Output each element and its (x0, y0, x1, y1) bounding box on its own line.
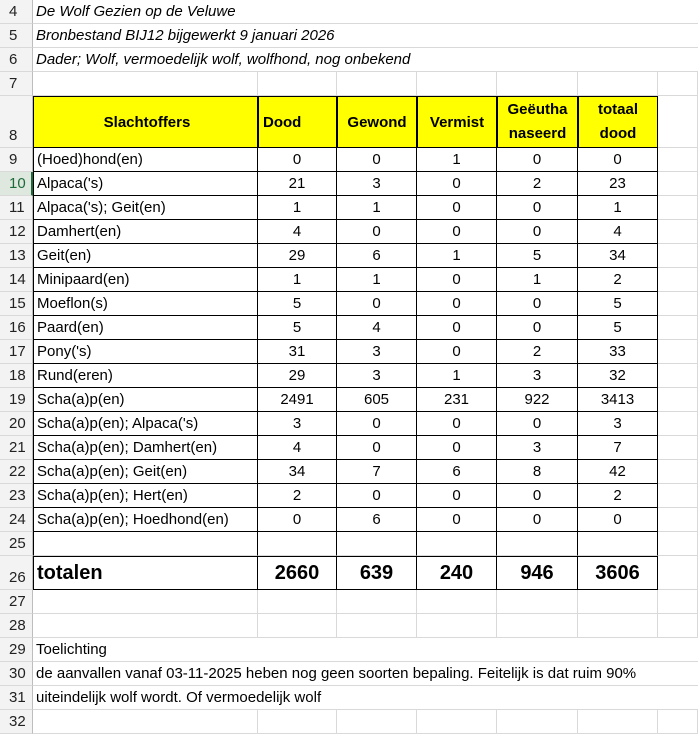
empty-cell[interactable] (337, 72, 417, 96)
row-header[interactable]: 4 (0, 0, 33, 24)
row-header[interactable]: 9 (0, 148, 33, 172)
sheet-row (0, 196, 698, 220)
header-dood[interactable]: Dood (258, 96, 337, 148)
value-euth[interactable]: 0 (497, 220, 578, 244)
sheet-row (0, 292, 698, 316)
empty-cell[interactable] (578, 72, 658, 96)
empty-cell[interactable] (578, 710, 658, 734)
row-header[interactable]: 25 (0, 532, 33, 556)
sheet-row (0, 556, 698, 590)
victim-name[interactable]: Minipaard(en) (33, 268, 258, 292)
value-euth[interactable]: 3 (497, 364, 578, 388)
value-gewond[interactable]: 605 (337, 388, 417, 412)
value-dood[interactable]: 0 (258, 148, 337, 172)
empty-cell[interactable] (658, 710, 698, 734)
value-gewond[interactable]: 6 (337, 508, 417, 532)
value-euth[interactable]: 0 (497, 148, 578, 172)
value-vermist[interactable]: 0 (417, 196, 497, 220)
value-euth[interactable]: 0 (497, 484, 578, 508)
row-header[interactable]: 14 (0, 268, 33, 292)
row-header[interactable]: 20 (0, 412, 33, 436)
empty-cell[interactable] (497, 590, 578, 614)
value-totaal[interactable]: 2 (578, 484, 658, 508)
value-dood[interactable]: 4 (258, 436, 337, 460)
victim-name[interactable]: Scha(a)p(en); Damhert(en) (33, 436, 258, 460)
empty-cell[interactable] (497, 710, 578, 734)
value-dood[interactable]: 2491 (258, 388, 337, 412)
value-totaal[interactable]: 3606 (578, 556, 658, 590)
value-vermist[interactable]: 231 (417, 388, 497, 412)
value-vermist[interactable]: 0 (417, 220, 497, 244)
value-totaal[interactable]: 0 (578, 148, 658, 172)
row-header[interactable]: 8 (0, 96, 33, 148)
header-geeuthanaseerd[interactable] (497, 96, 578, 148)
sheet-row (0, 340, 698, 364)
value-vermist[interactable]: 0 (417, 508, 497, 532)
value-euth[interactable]: 0 (497, 316, 578, 340)
row-header[interactable]: 6 (0, 48, 33, 72)
sheet-row (0, 316, 698, 340)
row-header[interactable]: 22 (0, 460, 33, 484)
value-euth[interactable]: 0 (497, 412, 578, 436)
value-vermist[interactable]: 0 (417, 436, 497, 460)
row-header[interactable]: 16 (0, 316, 33, 340)
empty-cell[interactable] (658, 72, 698, 96)
victim-name[interactable]: Scha(a)p(en); Hoedhond(en) (33, 508, 258, 532)
header-gewond[interactable]: Gewond (337, 96, 417, 148)
empty-cell[interactable] (658, 556, 698, 590)
value-euth[interactable]: 2 (497, 340, 578, 364)
empty-cell[interactable] (578, 614, 658, 638)
victim-name[interactable]: Scha(a)p(en) (33, 388, 258, 412)
sheet-row (0, 72, 698, 96)
value-dood[interactable]: 29 (258, 244, 337, 268)
sheet-row (0, 710, 698, 734)
victim-name[interactable]: Paard(en) (33, 316, 258, 340)
row-header[interactable]: 11 (0, 196, 33, 220)
row-header[interactable]: 15 (0, 292, 33, 316)
empty-cell[interactable] (417, 614, 497, 638)
value-totaal[interactable]: 0 (578, 508, 658, 532)
header-line: naseerd (508, 125, 567, 142)
value-vermist[interactable]: 6 (417, 460, 497, 484)
row-header[interactable]: 28 (0, 614, 33, 638)
value-gewond[interactable]: 0 (337, 148, 417, 172)
value-totaal[interactable]: 5 (578, 292, 658, 316)
empty-cell[interactable] (658, 172, 698, 196)
value-gewond[interactable]: 0 (337, 292, 417, 316)
value-totaal[interactable]: 4 (578, 220, 658, 244)
value-gewond[interactable]: 639 (337, 556, 417, 590)
value-gewond[interactable]: 3 (337, 340, 417, 364)
empty-cell[interactable] (658, 412, 698, 436)
empty-cell[interactable] (658, 316, 698, 340)
value-vermist[interactable]: 0 (417, 268, 497, 292)
value-totaal[interactable]: 2 (578, 268, 658, 292)
header-line: dood (599, 125, 637, 142)
row-header[interactable]: 7 (0, 72, 33, 96)
note-cell[interactable]: Dader; Wolf, vermoedelijk wolf, wolfhond, nog onbekend (33, 48, 698, 72)
empty-cell[interactable] (337, 614, 417, 638)
value-euth[interactable]: 0 (497, 508, 578, 532)
empty-cell[interactable] (337, 710, 417, 734)
victim-name[interactable]: Damhert(en) (33, 220, 258, 244)
sheet-row (0, 96, 698, 148)
note-cell[interactable]: uiteindelijk wolf wordt. Of vermoedelijk wolf (33, 686, 698, 710)
empty-cell[interactable] (258, 590, 337, 614)
sheet-row (0, 614, 698, 638)
empty-cell[interactable] (658, 484, 698, 508)
empty-cell[interactable] (337, 590, 417, 614)
note-cell[interactable]: Bronbestand BIJ12 bijgewerkt 9 januari 2026 (33, 24, 698, 48)
value-vermist[interactable]: 0 (417, 484, 497, 508)
row-header[interactable]: 13 (0, 244, 33, 268)
value-gewond[interactable]: 0 (337, 484, 417, 508)
value-dood[interactable]: 3 (258, 412, 337, 436)
empty-cell[interactable] (497, 72, 578, 96)
value-dood[interactable]: 31 (258, 340, 337, 364)
header-line: totaal (597, 101, 638, 118)
header-slachtoffers[interactable]: Slachtoffers (33, 96, 258, 148)
row-header[interactable]: 19 (0, 388, 33, 412)
sheet-row (0, 0, 698, 24)
value-euth[interactable]: 0 (497, 292, 578, 316)
value-dood[interactable]: 5 (258, 316, 337, 340)
value-totaal[interactable]: 3413 (578, 388, 658, 412)
row-header[interactable]: 23 (0, 484, 33, 508)
value-dood[interactable]: 34 (258, 460, 337, 484)
sheet-row (0, 364, 698, 388)
sheet-row (0, 24, 698, 48)
victim-name[interactable]: Scha(a)p(en); Alpaca('s) (33, 412, 258, 436)
value-totaal[interactable]: 33 (578, 340, 658, 364)
value-dood[interactable]: 4 (258, 220, 337, 244)
sheet-row (0, 436, 698, 460)
value-gewond[interactable]: 3 (337, 364, 417, 388)
value-euth[interactable]: 5 (497, 244, 578, 268)
empty-cell[interactable] (417, 710, 497, 734)
value-dood[interactable]: 1 (258, 268, 337, 292)
value-gewond[interactable]: 0 (337, 412, 417, 436)
value-vermist[interactable]: 0 (417, 292, 497, 316)
value-vermist[interactable]: 0 (417, 172, 497, 196)
sheet-row (0, 388, 698, 412)
row-header[interactable]: 27 (0, 590, 33, 614)
value-gewond[interactable]: 0 (337, 220, 417, 244)
sheet-row (0, 412, 698, 436)
header-line: Geëutha (507, 101, 568, 118)
sheet-row (0, 532, 698, 556)
value-vermist[interactable]: 0 (417, 340, 497, 364)
empty-cell[interactable] (658, 196, 698, 220)
value-vermist[interactable]: 0 (417, 316, 497, 340)
value-vermist[interactable]: 1 (417, 244, 497, 268)
value-euth[interactable]: 2 (497, 172, 578, 196)
row-header[interactable]: 5 (0, 24, 33, 48)
value-totaal[interactable]: 5 (578, 316, 658, 340)
row-header[interactable]: 18 (0, 364, 33, 388)
empty-cell[interactable] (417, 72, 497, 96)
value-dood[interactable]: 21 (258, 172, 337, 196)
value-totaal[interactable]: 32 (578, 364, 658, 388)
empty-cell[interactable] (258, 710, 337, 734)
victim-name[interactable]: Scha(a)p(en); Geit(en) (33, 460, 258, 484)
value-totaal[interactable]: 3 (578, 412, 658, 436)
value-dood[interactable]: 1 (258, 196, 337, 220)
row-header[interactable]: 31 (0, 686, 33, 710)
value-euth[interactable]: 3 (497, 436, 578, 460)
empty-cell[interactable] (337, 532, 417, 556)
empty-cell[interactable] (658, 96, 698, 148)
row-header[interactable]: 21 (0, 436, 33, 460)
value-euth[interactable]: 0 (497, 196, 578, 220)
empty-cell[interactable] (578, 532, 658, 556)
empty-cell[interactable] (658, 614, 698, 638)
sheet-row (0, 662, 698, 686)
empty-cell[interactable] (417, 532, 497, 556)
value-totaal[interactable]: 7 (578, 436, 658, 460)
empty-cell[interactable] (33, 590, 258, 614)
value-totaal[interactable]: 34 (578, 244, 658, 268)
empty-cell[interactable] (658, 268, 698, 292)
value-gewond[interactable]: 7 (337, 460, 417, 484)
empty-cell[interactable] (658, 508, 698, 532)
empty-cell[interactable] (33, 72, 258, 96)
row-header[interactable]: 32 (0, 710, 33, 734)
value-vermist[interactable]: 0 (417, 412, 497, 436)
empty-cell[interactable] (417, 590, 497, 614)
value-dood[interactable]: 5 (258, 292, 337, 316)
empty-cell[interactable] (33, 614, 258, 638)
row-header[interactable]: 17 (0, 340, 33, 364)
empty-cell[interactable] (658, 460, 698, 484)
empty-cell[interactable] (258, 614, 337, 638)
empty-cell[interactable] (658, 590, 698, 614)
row-header[interactable]: 24 (0, 508, 33, 532)
empty-cell[interactable] (658, 220, 698, 244)
sheet-row (0, 460, 698, 484)
empty-cell[interactable] (578, 590, 658, 614)
empty-cell[interactable] (33, 710, 258, 734)
value-vermist[interactable]: 1 (417, 364, 497, 388)
sheet-row (0, 244, 698, 268)
sheet-row (0, 686, 698, 710)
value-gewond[interactable]: 1 (337, 196, 417, 220)
value-totaal[interactable]: 1 (578, 196, 658, 220)
sheet-row (0, 220, 698, 244)
sheet-row (0, 508, 698, 532)
value-euth[interactable]: 8 (497, 460, 578, 484)
sheet-row (0, 638, 698, 662)
victim-name[interactable]: Pony('s) (33, 340, 258, 364)
row-header[interactable]: 26 (0, 556, 33, 590)
row-header[interactable]: 29 (0, 638, 33, 662)
header-totaal-dood[interactable] (578, 96, 658, 148)
note-cell[interactable]: Toelichting (33, 638, 698, 662)
empty-cell[interactable] (658, 388, 698, 412)
victim-name[interactable]: Rund(eren) (33, 364, 258, 388)
value-gewond[interactable]: 4 (337, 316, 417, 340)
value-dood[interactable]: 29 (258, 364, 337, 388)
victim-name[interactable]: Moeflon(s) (33, 292, 258, 316)
value-euth[interactable]: 946 (497, 556, 578, 590)
value-dood[interactable]: 2660 (258, 556, 337, 590)
value-euth[interactable]: 1 (497, 268, 578, 292)
value-gewond[interactable]: 0 (337, 436, 417, 460)
note-cell[interactable]: de aanvallen vanaf 03-11-2025 heben nog geen soorten bepaling. Feitelijk is dat ruim 90% (33, 662, 698, 686)
empty-cell[interactable] (497, 614, 578, 638)
victim-name[interactable]: Alpaca('s); Geit(en) (33, 196, 258, 220)
sheet-row (0, 172, 698, 196)
note-cell[interactable]: De Wolf Gezien op de Veluwe (33, 0, 698, 24)
value-gewond[interactable]: 3 (337, 172, 417, 196)
totals-label[interactable]: totalen (33, 556, 258, 590)
sheet-row (0, 484, 698, 508)
empty-cell[interactable] (258, 72, 337, 96)
empty-cell[interactable] (497, 532, 578, 556)
victim-name[interactable]: Alpaca('s) (33, 172, 258, 196)
sheet-row (0, 148, 698, 172)
empty-cell[interactable] (658, 532, 698, 556)
value-totaal[interactable]: 23 (578, 172, 658, 196)
value-vermist[interactable]: 1 (417, 148, 497, 172)
value-gewond[interactable]: 1 (337, 268, 417, 292)
empty-cell[interactable] (658, 364, 698, 388)
victim-name[interactable]: Scha(a)p(en); Hert(en) (33, 484, 258, 508)
sheet-row (0, 48, 698, 72)
empty-cell[interactable] (658, 436, 698, 460)
victim-name[interactable]: Geit(en) (33, 244, 258, 268)
empty-cell[interactable] (658, 244, 698, 268)
empty-cell[interactable] (258, 532, 337, 556)
value-vermist[interactable]: 240 (417, 556, 497, 590)
victim-name[interactable]: (Hoed)hond(en) (33, 148, 258, 172)
value-dood[interactable]: 0 (258, 508, 337, 532)
sheet-row (0, 268, 698, 292)
value-gewond[interactable]: 6 (337, 244, 417, 268)
row-header[interactable]: 10 (0, 172, 33, 196)
empty-cell[interactable] (658, 292, 698, 316)
empty-cell[interactable] (33, 532, 258, 556)
sheet-row (0, 590, 698, 614)
value-euth[interactable]: 922 (497, 388, 578, 412)
value-totaal[interactable]: 42 (578, 460, 658, 484)
row-header[interactable]: 12 (0, 220, 33, 244)
value-dood[interactable]: 2 (258, 484, 337, 508)
header-vermist[interactable]: Vermist (417, 96, 497, 148)
empty-cell[interactable] (658, 148, 698, 172)
row-header[interactable]: 30 (0, 662, 33, 686)
empty-cell[interactable] (658, 340, 698, 364)
